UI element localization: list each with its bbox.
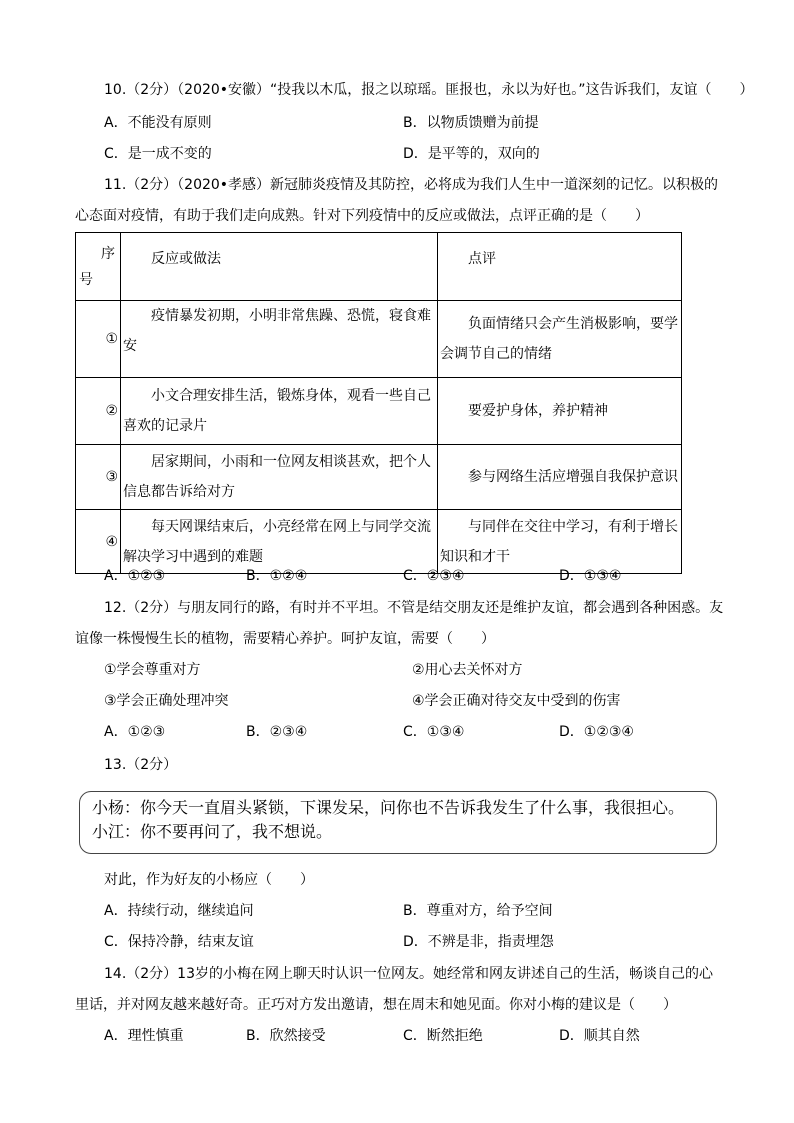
q12-option-d: D．①②③④ <box>559 724 634 740</box>
q12-option-c: C．①③④ <box>403 724 465 740</box>
q13-dialog-box <box>79 791 717 854</box>
q12-stem-line2: 谊像一株慢慢生长的植物，需要精心养护。呵护友谊，需要（ ） <box>75 631 495 647</box>
q13-option-d: D．不辨是非，指责埋怨 <box>403 934 554 950</box>
q10-option-a: A．不能没有原则 <box>104 115 212 131</box>
q12-item-2: ②用心去关怀对方 <box>412 662 523 678</box>
row-num: ① <box>76 301 121 378</box>
header-comment: 点评 <box>438 233 682 301</box>
row-comment: 与同伴在交往中学习，有利于增长知识和才干 <box>438 510 682 574</box>
table-header-row <box>76 233 682 301</box>
q11-stem-line2: 心态面对疫情，有助于我们走向成熟。针对下列疫情中的反应或做法，点评正确的是（ ） <box>75 208 649 224</box>
q13-option-c: C．保持冷静，结束友谊 <box>104 934 254 950</box>
table-row <box>76 301 682 378</box>
q13-dialog-line2: 小江：你不要再问了，我不想说。 <box>92 822 333 841</box>
q14-stem-line2: 里话，并对网友越来越好奇。正巧对方发出邀请，想在周末和她见面。你对小梅的建议是（ ） <box>75 997 677 1013</box>
table-row <box>76 378 682 445</box>
table-row <box>76 445 682 510</box>
row-comment: 负面情绪只会产生消极影响，要学会调节自己的情绪 <box>438 301 682 378</box>
q13-question: 对此，作为好友的小杨应（ ） <box>104 872 314 888</box>
q14-option-d: D．顺其自然 <box>559 1028 640 1044</box>
q12-item-4: ④学会正确对待交友中受到的伤害 <box>412 693 621 709</box>
q11-stem-line1: 11.（2分）（2020•孝感）新冠肺炎疫情及其防控，必将成为我们人生中一道深刻的记忆。以积极的 <box>104 177 719 193</box>
q11-option-c: C．②③④ <box>403 568 465 584</box>
q10-stem: 10.（2分）（2020•安徽）“投我以木瓜，报之以琼瑶。匪报也，永以为好也。”这告诉我们，友谊（ ） <box>104 82 754 98</box>
row-action: 疫情暴发初期，小明非常焦躁、恐慌，寝食难安 <box>121 301 438 378</box>
row-num: ② <box>76 378 121 445</box>
q11-option-b: B．①②④ <box>246 568 308 584</box>
q11-table <box>75 232 682 574</box>
row-comment: 要爱护身体，养护精神 <box>438 378 682 445</box>
row-comment: 参与网络生活应增强自我保护意识 <box>438 445 682 510</box>
q13-stem: 13.（2分） <box>104 757 178 773</box>
row-action: 小文合理安排生活，锻炼身体，观看一些自己喜欢的记录片 <box>121 378 438 445</box>
header-action: 反应或做法 <box>121 233 438 301</box>
q12-option-b: B．②③④ <box>246 724 308 740</box>
q11-option-d: D．①③④ <box>559 568 622 584</box>
q12-item-1: ①学会尊重对方 <box>104 662 201 678</box>
header-num: 序号 <box>76 233 121 301</box>
q14-option-c: C．断然拒绝 <box>403 1028 483 1044</box>
row-num: ③ <box>76 445 121 510</box>
q13-dialog-line1: 小杨：你今天一直眉头紧锁，下课发呆，问你也不告诉我发生了什么事，我很担心。 <box>92 798 685 817</box>
q11-option-a: A．①②③ <box>104 568 166 584</box>
row-num: ④ <box>76 510 121 574</box>
row-action: 每天网课结束后，小亮经常在网上与同学交流解决学习中遇到的难题 <box>121 510 438 574</box>
q14-option-a: A．理性慎重 <box>104 1028 184 1044</box>
q14-option-b: B．欣然接受 <box>246 1028 326 1044</box>
q12-option-a: A．①②③ <box>104 724 166 740</box>
q12-stem-line1: 12.（2分）与朋友同行的路，有时并不平坦。不管是结交朋友还是维护友谊，都会遇到各种困惑。友 <box>104 600 724 616</box>
q12-item-3: ③学会正确处理冲突 <box>104 693 229 709</box>
q13-option-a: A．持续行动，继续追问 <box>104 903 254 919</box>
q13-option-b: B．尊重对方，给予空间 <box>403 903 553 919</box>
q10-option-c: C．是一成不变的 <box>104 146 212 162</box>
q10-option-b: B．以物质馈赠为前提 <box>403 115 539 131</box>
q10-option-d: D．是平等的，双向的 <box>403 146 540 162</box>
q14-stem-line1: 14.（2分）13岁的小梅在网上聊天时认识一位网友。她经常和网友讲述自己的生活，畅谈自己的心 <box>104 966 713 982</box>
row-action: 居家期间，小雨和一位网友相谈甚欢，把个人信息都告诉给对方 <box>121 445 438 510</box>
table-row <box>76 510 682 574</box>
